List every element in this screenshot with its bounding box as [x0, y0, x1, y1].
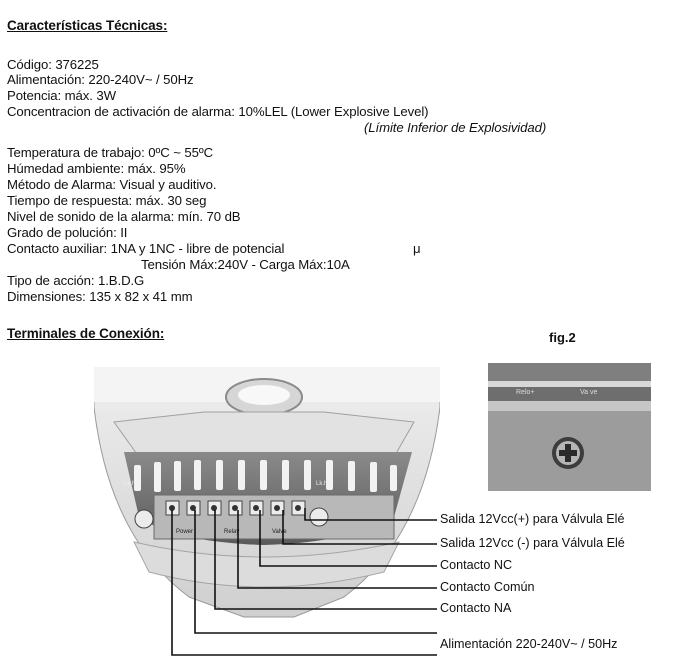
callout-contact-na: Contacto NA — [440, 601, 512, 615]
callout-contact-nc: Contacto NC — [440, 558, 513, 572]
spec-mu-symbol: μ — [413, 241, 421, 256]
pcb-label-power: Power — [176, 529, 194, 535]
spec-aux-contact: Contacto auxiliar: 1NA y 1NC - libre de potencial — [7, 241, 285, 256]
spec-response-time: Tiempo de respuesta: máx. 30 seg — [7, 193, 207, 208]
callout-valve-positive: Salida 12Vcc(+) para Válvula Elé — [440, 512, 625, 526]
spec-dimensions: Dimensiones: 135 x 82 x 41 mm — [7, 289, 193, 304]
spec-sound-level: Nivel de sonido de la alarma: mín. 70 dB — [7, 209, 241, 224]
pcb-label-valve: Valve — [272, 529, 287, 535]
callout-valve-negative: Salida 12Vcc (-) para Válvula Elé — [440, 536, 625, 550]
spec-alarm-method: Método de Alarma: Visual y auditivo. — [7, 177, 217, 192]
spec-code: Código: 376225 — [7, 57, 99, 72]
spec-temperature: Temperatura de trabajo: 0ºC ~ 55ºC — [7, 145, 213, 160]
spec-pollution: Grado de polución: II — [7, 225, 128, 240]
pcb-label-lk-left: Lk.h — [124, 481, 136, 487]
spec-power: Potencia: máx. 3W — [7, 88, 116, 103]
spec-alarm-concentration: Concentracion de activación de alarma: 10%LEL (Lower Explosive Level) — [7, 104, 429, 119]
spec-lel-note: (Límite Inferior de Explosividad) — [364, 120, 547, 135]
pcb-label-relay: Relay — [224, 529, 240, 535]
spec-action-type: Tipo de acción: 1.B.D.G — [7, 273, 145, 288]
fig2-label-valve: Va ve — [580, 389, 598, 396]
specs-heading: Características Técnicas: — [7, 18, 168, 33]
pcb-label-lk-right: Lk.h — [316, 481, 328, 487]
fig-label: fig.2 — [549, 330, 576, 345]
callout-power-supply: Alimentación 220-240V~ / 50Hz — [440, 637, 618, 651]
fig2-label-relo: Relo+ — [516, 389, 535, 396]
spec-humidity: Húmedad ambiente: máx. 95% — [7, 161, 186, 176]
spec-power-supply: Alimentación: 220-240V~ / 50Hz — [7, 72, 194, 87]
terminals-heading: Terminales de Conexión: — [7, 326, 165, 341]
callout-contact-common: Contacto Común — [440, 580, 535, 594]
spec-voltage-load: Tensión Máx:240V - Carga Máx:10A — [141, 257, 350, 272]
